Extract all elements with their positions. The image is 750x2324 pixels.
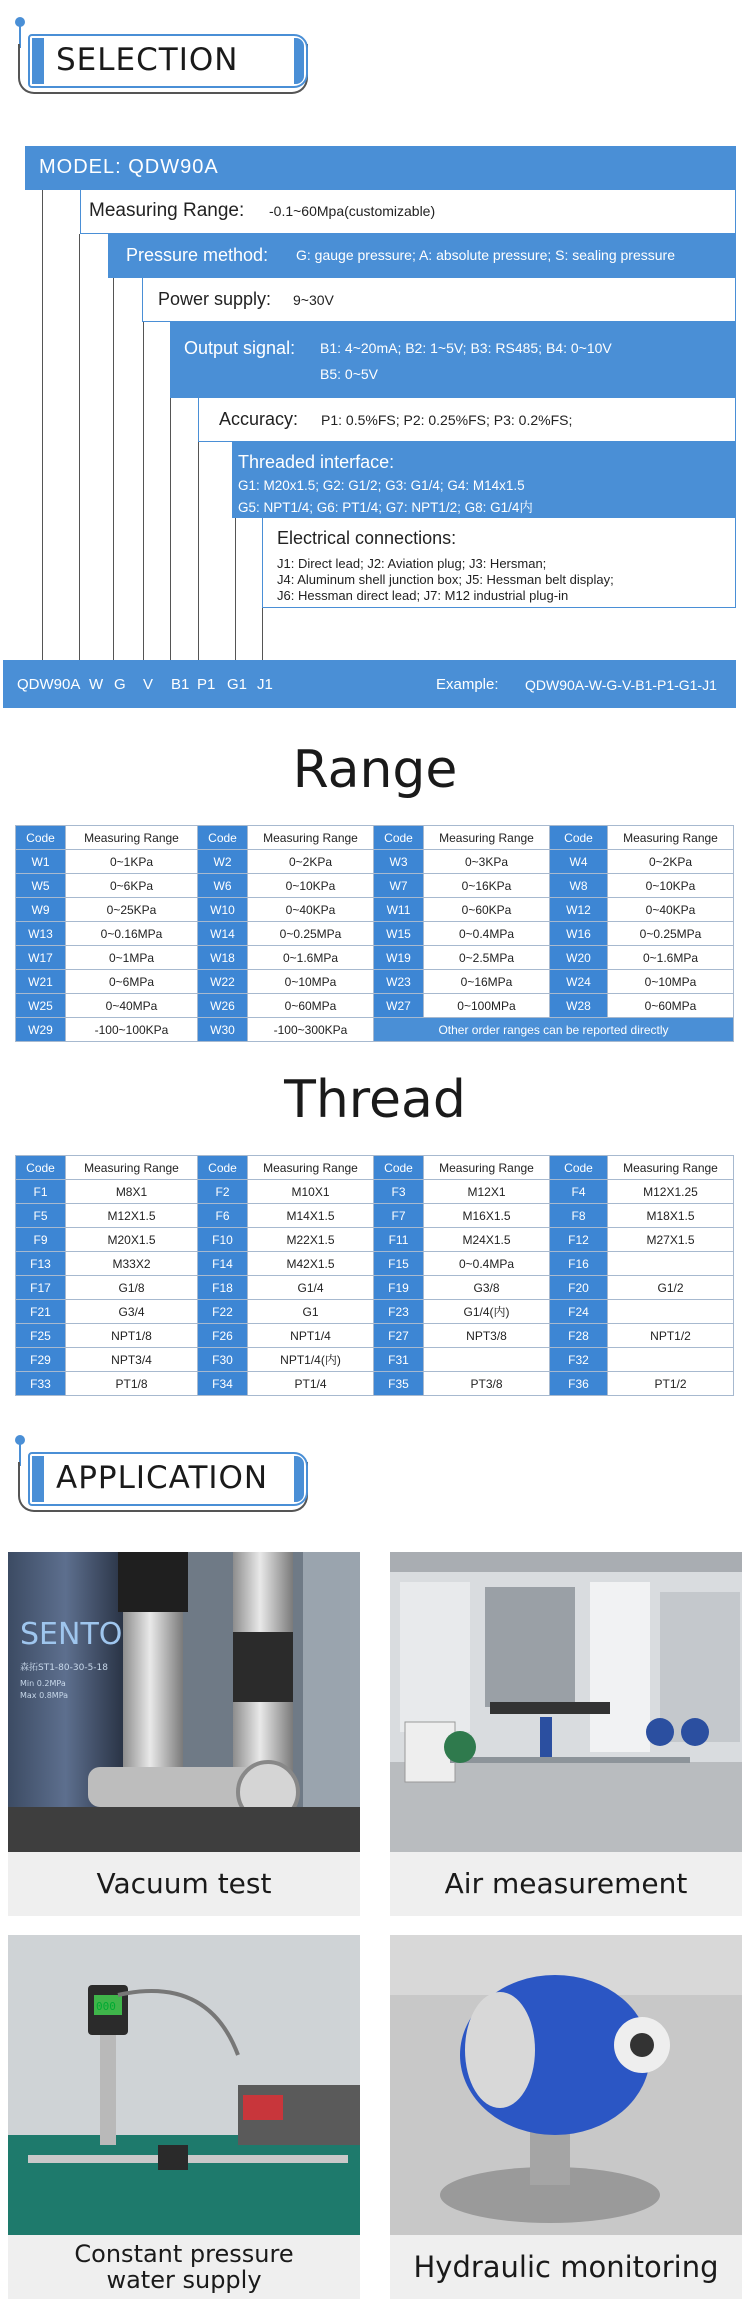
value-cell: 0~10MPa xyxy=(608,970,734,994)
code-cell: W8 xyxy=(550,874,608,898)
electrical-line1: J1: Direct lead; J2: Aviation plug; J3: Hersman; xyxy=(277,556,547,571)
selection-header-badge xyxy=(18,22,308,94)
table-row xyxy=(16,1348,734,1372)
range-title: Range xyxy=(292,740,458,800)
code-cell: F18 xyxy=(198,1276,248,1300)
example-value: QDW90A-W-G-V-B1-P1-G1-J1 xyxy=(525,677,717,693)
code-cell: W3 xyxy=(374,850,424,874)
value-cell: M20X1.5 xyxy=(66,1228,198,1252)
value-cell: G1/4(内) xyxy=(424,1300,550,1324)
electrical-connections-row xyxy=(262,518,736,608)
model-bar xyxy=(25,146,736,190)
value-cell: M12X1 xyxy=(424,1180,550,1204)
value-cell: 0~2KPa xyxy=(248,850,374,874)
header-code: Code xyxy=(198,1156,248,1180)
value-cell: M33X2 xyxy=(66,1252,198,1276)
header-code: Code xyxy=(16,826,66,850)
threaded-interface-line1: G1: M20x1.5; G2: G1/2; G3: G1/4; G4: M14x1.5 xyxy=(238,478,525,493)
power-supply-label: Power supply: xyxy=(158,289,272,309)
value-cell: M8X1 xyxy=(66,1180,198,1204)
value-cell: 0~1MPa xyxy=(66,946,198,970)
table-row xyxy=(16,874,734,898)
code-cell: W16 xyxy=(550,922,608,946)
value-cell: 0~2.5MPa xyxy=(424,946,550,970)
code-cell: F24 xyxy=(550,1300,608,1324)
code-cell: W13 xyxy=(16,922,66,946)
value-cell: M24X1.5 xyxy=(424,1228,550,1252)
value-cell xyxy=(608,1252,734,1276)
code-cell: W9 xyxy=(16,898,66,922)
value-cell: G1/4 xyxy=(248,1276,374,1300)
measuring-range-row xyxy=(80,190,736,234)
code-cell: F13 xyxy=(16,1252,66,1276)
value-cell: NPT1/4(内) xyxy=(248,1348,374,1372)
hydraulic-monitoring-caption: Hydraulic monitoring xyxy=(390,2235,742,2299)
constant-pressure-photo xyxy=(8,1935,360,2235)
code-cell: F21 xyxy=(16,1300,66,1324)
code-cell: F27 xyxy=(374,1324,424,1348)
code-cell: W26 xyxy=(198,994,248,1018)
value-cell: 0~10MPa xyxy=(248,970,374,994)
header-measuring-range: Measuring Range xyxy=(66,1156,198,1180)
constant-pressure-caption xyxy=(8,2235,360,2299)
svg-text:Min 0.2MPa: Min 0.2MPa xyxy=(20,1679,66,1688)
code-cell: F3 xyxy=(374,1180,424,1204)
code-cell: F30 xyxy=(198,1348,248,1372)
code-cell: W29 xyxy=(16,1018,66,1042)
table-row xyxy=(16,1300,734,1324)
accuracy-row xyxy=(198,398,736,442)
code-cell: F31 xyxy=(374,1348,424,1372)
value-cell: 0~100MPa xyxy=(424,994,550,1018)
value-cell xyxy=(608,1300,734,1324)
electrical-connections-label: Electrical connections: xyxy=(277,528,457,548)
code-cell: F8 xyxy=(550,1204,608,1228)
app-card-vacuum-test xyxy=(8,1552,360,1916)
code-cell: W24 xyxy=(550,970,608,994)
table-row xyxy=(16,898,734,922)
svg-text:Max 0.8MPa: Max 0.8MPa xyxy=(20,1691,69,1700)
code-cell: W18 xyxy=(198,946,248,970)
value-cell: M10X1 xyxy=(248,1180,374,1204)
code-cell: W2 xyxy=(198,850,248,874)
value-cell: M27X1.5 xyxy=(608,1228,734,1252)
value-cell: 0~40KPa xyxy=(248,898,374,922)
code-cell: W19 xyxy=(374,946,424,970)
code-cell: F20 xyxy=(550,1276,608,1300)
value-cell xyxy=(608,1348,734,1372)
header-measuring-range: Measuring Range xyxy=(608,826,734,850)
code-cell: F12 xyxy=(550,1228,608,1252)
code-bar xyxy=(3,660,736,708)
pressure-method-row xyxy=(108,234,736,278)
table-row xyxy=(16,970,734,994)
value-cell: G1/8 xyxy=(66,1276,198,1300)
pressure-method-value: G: gauge pressure; A: absolute pressure; S: sealing pressure xyxy=(296,247,675,263)
svg-text:森拓ST1-80-30-5-18: 森拓ST1-80-30-5-18 xyxy=(20,1663,109,1673)
value-cell: M22X1.5 xyxy=(248,1228,374,1252)
value-cell: 0~10KPa xyxy=(608,874,734,898)
code-cell: W11 xyxy=(374,898,424,922)
code-cell: F2 xyxy=(198,1180,248,1204)
value-cell: NPT3/8 xyxy=(424,1324,550,1348)
value-cell: M12X1.5 xyxy=(66,1204,198,1228)
value-cell: NPT3/4 xyxy=(66,1348,198,1372)
value-cell: 0~6KPa xyxy=(66,874,198,898)
air-measurement-photo xyxy=(390,1552,742,1852)
header-measuring-range: Measuring Range xyxy=(424,826,550,850)
header-measuring-range: Measuring Range xyxy=(248,1156,374,1180)
table-header-row xyxy=(16,1156,734,1180)
code-cell: F14 xyxy=(198,1252,248,1276)
value-cell: 0~25KPa xyxy=(66,898,198,922)
code-cell: F35 xyxy=(374,1372,424,1396)
value-cell: -100~100KPa xyxy=(66,1018,198,1042)
code-cell: W25 xyxy=(16,994,66,1018)
output-signal-row xyxy=(170,322,736,398)
value-cell: 0~40KPa xyxy=(608,898,734,922)
code-cell: F5 xyxy=(16,1204,66,1228)
app-card-air-measurement xyxy=(390,1552,742,1916)
accuracy-value: P1: 0.5%FS; P2: 0.25%FS; P3: 0.2%FS; xyxy=(321,412,573,428)
example-label: Example: xyxy=(436,676,499,693)
header-code: Code xyxy=(198,826,248,850)
code-cell: F10 xyxy=(198,1228,248,1252)
value-cell: M18X1.5 xyxy=(608,1204,734,1228)
code-cell: F15 xyxy=(374,1252,424,1276)
code-cell: W28 xyxy=(550,994,608,1018)
value-cell: NPT1/2 xyxy=(608,1324,734,1348)
value-cell: M16X1.5 xyxy=(424,1204,550,1228)
value-cell: PT1/8 xyxy=(66,1372,198,1396)
measuring-range-value: -0.1~60Mpa(customizable) xyxy=(269,203,436,219)
value-cell: 0~0.25MPa xyxy=(608,922,734,946)
value-cell: G3/4 xyxy=(66,1300,198,1324)
value-cell: 0~0.4MPa xyxy=(424,922,550,946)
value-cell: 0~16MPa xyxy=(424,970,550,994)
measuring-range-label: Measuring Range: xyxy=(89,200,245,221)
code-cell: W1 xyxy=(16,850,66,874)
electrical-line2: J4: Aluminum shell junction box; J5: Hessman belt display; xyxy=(277,572,614,587)
code-cell: F19 xyxy=(374,1276,424,1300)
value-cell: G3/8 xyxy=(424,1276,550,1300)
code-part-electrical: J1 xyxy=(257,676,273,693)
caption-line2: water supply xyxy=(106,2266,262,2294)
air-measurement-caption: Air measurement xyxy=(390,1852,742,1916)
value-cell: 0~1.6MPa xyxy=(248,946,374,970)
code-cell: W10 xyxy=(198,898,248,922)
code-cell: W5 xyxy=(16,874,66,898)
code-part-power: V xyxy=(143,676,154,693)
code-cell: F7 xyxy=(374,1204,424,1228)
value-cell: 0~3KPa xyxy=(424,850,550,874)
thread-table xyxy=(15,1155,734,1396)
code-part-thread: G1 xyxy=(227,676,248,693)
code-cell: W21 xyxy=(16,970,66,994)
table-row xyxy=(16,946,734,970)
table-row xyxy=(16,1228,734,1252)
code-cell: W22 xyxy=(198,970,248,994)
app-card-constant-pressure xyxy=(8,1935,360,2299)
value-cell: 0~6MPa xyxy=(66,970,198,994)
value-cell: 0~60MPa xyxy=(248,994,374,1018)
table-row xyxy=(16,1252,734,1276)
header-code: Code xyxy=(374,826,424,850)
table-row xyxy=(16,994,734,1018)
code-part-output: B1 xyxy=(171,676,190,693)
header-code: Code xyxy=(374,1156,424,1180)
code-part-pressure: G xyxy=(114,676,126,693)
table-row xyxy=(16,1276,734,1300)
selection-title: SELECTION xyxy=(56,42,239,78)
value-cell: 0~40MPa xyxy=(66,994,198,1018)
power-supply-value: 9~30V xyxy=(293,292,334,308)
code-cell: W15 xyxy=(374,922,424,946)
app-card-hydraulic-monitoring xyxy=(390,1935,742,2299)
table-row xyxy=(16,1018,734,1042)
header-measuring-range: Measuring Range xyxy=(66,826,198,850)
thread-title: Thread xyxy=(284,1070,466,1130)
value-cell: G1 xyxy=(248,1300,374,1324)
code-cell: F1 xyxy=(16,1180,66,1204)
vacuum-test-caption: Vacuum test xyxy=(8,1852,360,1916)
value-cell: 0~2KPa xyxy=(608,850,734,874)
output-signal-line2: B5: 0~5V xyxy=(320,366,378,382)
threaded-interface-row xyxy=(232,442,736,518)
model-label: MODEL: QDW90A xyxy=(39,156,219,178)
code-cell: F26 xyxy=(198,1324,248,1348)
code-cell: F28 xyxy=(550,1324,608,1348)
code-cell: W14 xyxy=(198,922,248,946)
value-cell: 0~1.6MPa xyxy=(608,946,734,970)
value-cell: 0~10KPa xyxy=(248,874,374,898)
value-cell: 0~1KPa xyxy=(66,850,198,874)
code-cell: F33 xyxy=(16,1372,66,1396)
code-cell: W30 xyxy=(198,1018,248,1042)
code-cell: F17 xyxy=(16,1276,66,1300)
header-measuring-range: Measuring Range xyxy=(608,1156,734,1180)
value-cell xyxy=(424,1348,550,1372)
value-cell: 0~16KPa xyxy=(424,874,550,898)
code-cell: W17 xyxy=(16,946,66,970)
code-part-range: W xyxy=(89,676,104,693)
code-cell: F9 xyxy=(16,1228,66,1252)
power-supply-row xyxy=(142,278,736,322)
code-cell: F32 xyxy=(550,1348,608,1372)
svg-text:000: 000 xyxy=(96,2000,116,2013)
code-cell: F6 xyxy=(198,1204,248,1228)
threaded-interface-label: Threaded interface: xyxy=(238,452,395,472)
code-cell: F4 xyxy=(550,1180,608,1204)
code-cell: F16 xyxy=(550,1252,608,1276)
code-cell: W7 xyxy=(374,874,424,898)
output-signal-line1: B1: 4~20mA; B2: 1~5V; B3: RS485; B4: 0~10V xyxy=(320,340,612,356)
value-cell: 0~0.16MPa xyxy=(66,922,198,946)
value-cell: 0~0.25MPa xyxy=(248,922,374,946)
value-cell: 0~60MPa xyxy=(608,994,734,1018)
value-cell: 0~0.4MPa xyxy=(424,1252,550,1276)
code-cell: F23 xyxy=(374,1300,424,1324)
value-cell: PT3/8 xyxy=(424,1372,550,1396)
header-code: Code xyxy=(16,1156,66,1180)
application-header-badge xyxy=(18,1440,308,1512)
electrical-line3: J6: Hessman direct lead; J7: M12 industrial plug-in xyxy=(277,588,569,603)
output-signal-label: Output signal: xyxy=(184,338,296,358)
value-cell: G1/2 xyxy=(608,1276,734,1300)
value-cell: PT1/2 xyxy=(608,1372,734,1396)
value-cell: -100~300KPa xyxy=(248,1018,374,1042)
value-cell: M12X1.25 xyxy=(608,1180,734,1204)
photo-brand-text: SENTO xyxy=(20,1617,123,1652)
code-cell: W12 xyxy=(550,898,608,922)
table-row xyxy=(16,850,734,874)
table-header-row xyxy=(16,826,734,850)
value-cell: 0~60KPa xyxy=(424,898,550,922)
code-cell: W23 xyxy=(374,970,424,994)
code-cell: F29 xyxy=(16,1348,66,1372)
header-code: Code xyxy=(550,826,608,850)
code-cell: W20 xyxy=(550,946,608,970)
accuracy-label: Accuracy: xyxy=(219,409,299,429)
code-cell: F22 xyxy=(198,1300,248,1324)
hydraulic-monitoring-photo xyxy=(390,1935,742,2235)
table-row xyxy=(16,1372,734,1396)
value-cell: NPT1/8 xyxy=(66,1324,198,1348)
code-cell: F36 xyxy=(550,1372,608,1396)
code-cell: F25 xyxy=(16,1324,66,1348)
code-part-model: QDW90A xyxy=(17,676,81,693)
pressure-method-label: Pressure method: xyxy=(126,245,269,265)
header-code: Code xyxy=(550,1156,608,1180)
threaded-interface-line2: G5: NPT1/4; G6: PT1/4; G7: NPT1/2; G8: G1/4内 xyxy=(238,500,533,515)
table-row xyxy=(16,922,734,946)
value-cell: M42X1.5 xyxy=(248,1252,374,1276)
table-row xyxy=(16,1324,734,1348)
code-cell: F34 xyxy=(198,1372,248,1396)
caption-line1: Constant pressure xyxy=(74,2240,294,2268)
header-measuring-range: Measuring Range xyxy=(248,826,374,850)
value-cell: PT1/4 xyxy=(248,1372,374,1396)
vacuum-test-photo xyxy=(8,1552,360,1852)
value-cell: NPT1/4 xyxy=(248,1324,374,1348)
header-measuring-range: Measuring Range xyxy=(424,1156,550,1180)
code-cell: F11 xyxy=(374,1228,424,1252)
table-row xyxy=(16,1204,734,1228)
table-row xyxy=(16,1180,734,1204)
range-note: Other order ranges can be reported directly xyxy=(374,1018,734,1042)
application-title: APPLICATION xyxy=(56,1460,269,1496)
range-table xyxy=(15,825,734,1042)
value-cell: M14X1.5 xyxy=(248,1204,374,1228)
code-cell: W6 xyxy=(198,874,248,898)
code-cell: W27 xyxy=(374,994,424,1018)
code-part-accuracy: P1 xyxy=(197,676,216,693)
code-cell: W4 xyxy=(550,850,608,874)
